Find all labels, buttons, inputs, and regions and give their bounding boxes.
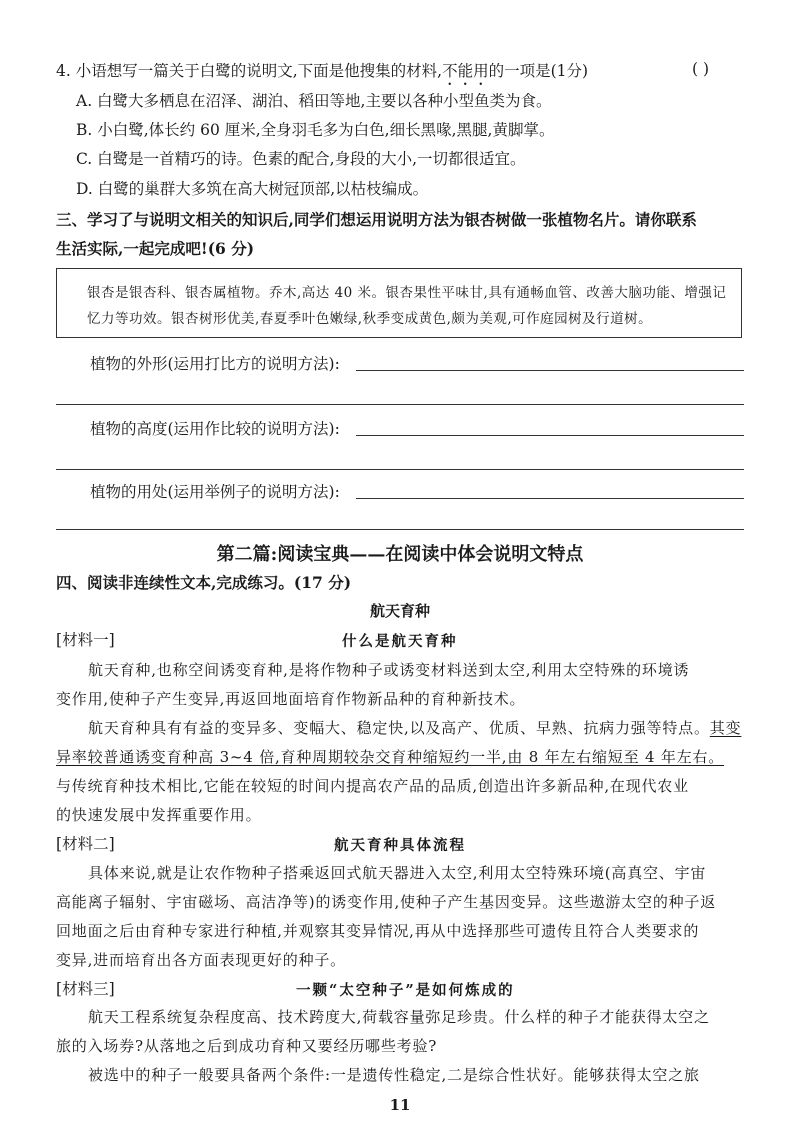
q4-answer-blank[interactable]: ( ) [692,60,710,78]
q4-option-a: A. 白鹭大多栖息在沼泽、湖泊、稻田等地,主要以各种小型鱼类为食。 [76,92,552,110]
ginkgo-info-line2: 忆力等功效。银杏树形优美,春夏季叶色嫩绿,秋季变成黄色,颇为美观,可作庭园树及行道树。 [87,311,653,327]
m3-line2: 旅的入场券?从落地之后到成功育种又要经历哪些考验? [56,1037,438,1055]
m2-line2: 高能离子辐射、宇宙磁场、高洁净等)的诱变作用,使种子产生基因变异。这些遨游太空的种子返 [56,893,717,911]
ginkgo-info-box [56,268,742,338]
answer-line-usage-2[interactable] [56,529,744,530]
material-two-title: 航天育种具体流程 [334,837,466,854]
answer-line-shape-1[interactable] [356,370,744,371]
q4-stem-part-c: 的一项是(1分) [488,62,589,80]
m2-line3: 回地面之后由育种专家进行种植,并观察其变异情况,再从中选择那些可遗传且符合人类要求的 [56,922,700,940]
answer-line-usage-1[interactable] [356,498,744,499]
article-title: 航天育种 [369,602,430,620]
q4-option-b: B. 小白鹭,体长约 60 厘米,全身羽毛多为白色,细长黑喙,黑腿,黄脚掌。 [76,121,555,139]
fill-label-shape: 植物的外形(运用打比方的说明方法): [90,355,340,373]
material-three-tag: [材料三] [56,980,115,998]
fill-label-height: 植物的高度(运用作比较的说明方法): [90,420,340,438]
m2-line4: 变异,进而培育出各方面表现更好的种子。 [56,951,346,969]
answer-line-height-1[interactable] [356,435,744,436]
m1-p2-line2-underlined: 异率较普通诱变育种高 3~4 倍,育种周期较杂交育种缩短约一半,由 8 年左右缩短至 4 年左右。 [56,748,725,766]
fill-label-usage: 植物的用处(运用举例子的说明方法): [90,483,340,501]
q4-stem [56,60,588,89]
m1-p2-line4: 的快速发展中发挥重要作用。 [56,806,262,824]
q4-stem-part-a: 4. 小语想写一篇关于白鹭的说明文,下面是他搜集的材料, [56,62,443,80]
m1-p2-line1-underlined: 其变 [709,719,742,737]
m3-line3: 被选中的种子一般要具备两个条件:一是遗传性稳定,二是综合性状好。能够获得太空之旅 [88,1066,700,1084]
q3-stem-line2: 生活实际,一起完成吧!(6 分) [56,239,255,258]
q4-stem-emphasis: 不能用 [442,62,489,80]
m1-p2-line3: 与传统育种技术相比,它能在较短的时间内提高农产品的品质,创造出许多新品种,在现代农业 [56,777,689,795]
q4b-stem: 四、阅读非连续性文本,完成练习。(17 分) [56,573,352,592]
q3-stem-line1: 三、学习了与说明文相关的知识后,同学们想运用说明方法为银杏树做一张植物名片。请你联系 [56,210,697,229]
q4-option-d: D. 白鹭的巢群大多筑在高大树冠顶部,以枯枝编成。 [76,180,429,198]
material-one-title: 什么是航天育种 [342,633,458,650]
m2-line1: 具体来说,就是让农作物种子搭乘返回式航天器进入太空,利用太空特殊环境(高真空、宇宙 [88,864,707,882]
answer-line-height-2[interactable] [56,469,744,470]
material-two-tag: [材料二] [56,835,115,853]
material-three-title: 一颗“太空种子”是如何炼成的 [296,982,515,999]
material-one-tag: [材料一] [56,631,115,649]
material-three-label: 材料三 [62,980,109,998]
m1-p1-line2: 变作用,使种子产生变异,再返回地面培育作物新品种的育种新技术。 [56,690,526,708]
page-number: 11 [389,1096,411,1114]
m1-p1-line1: 航天育种,也称空间诱变育种,是将作物种子或诱变材料送到太空,利用太空特殊的环境诱 [88,661,690,679]
ginkgo-info-line1: 银杏是银杏科、银杏属植物。乔木,高达 40 米。银杏果性平味甘,具有通畅血管、改善大脑功能、增强记 [87,285,727,301]
q4-option-c: C. 白鹭是一首精巧的诗。色素的配合,身段的大小,一切都很适宜。 [76,150,526,168]
m3-line1: 航天工程系统复杂程度高、技术跨度大,荷载容量弥足珍贵。什么样的种子才能获得太空之 [88,1008,710,1026]
material-two-label: 材料二 [62,835,109,853]
answer-line-shape-2[interactable] [56,404,744,405]
m1-p2-line1-text: 航天育种具有有益的变异多、变幅大、稳定快,以及高产、优质、早熟、抗病力强等特点。 [88,719,710,737]
m1-p2-line1 [88,717,741,738]
material-one-label: 材料一 [62,631,109,649]
section-two-title: 第二篇:阅读宝典——在阅读中体会说明文特点 [216,544,584,565]
